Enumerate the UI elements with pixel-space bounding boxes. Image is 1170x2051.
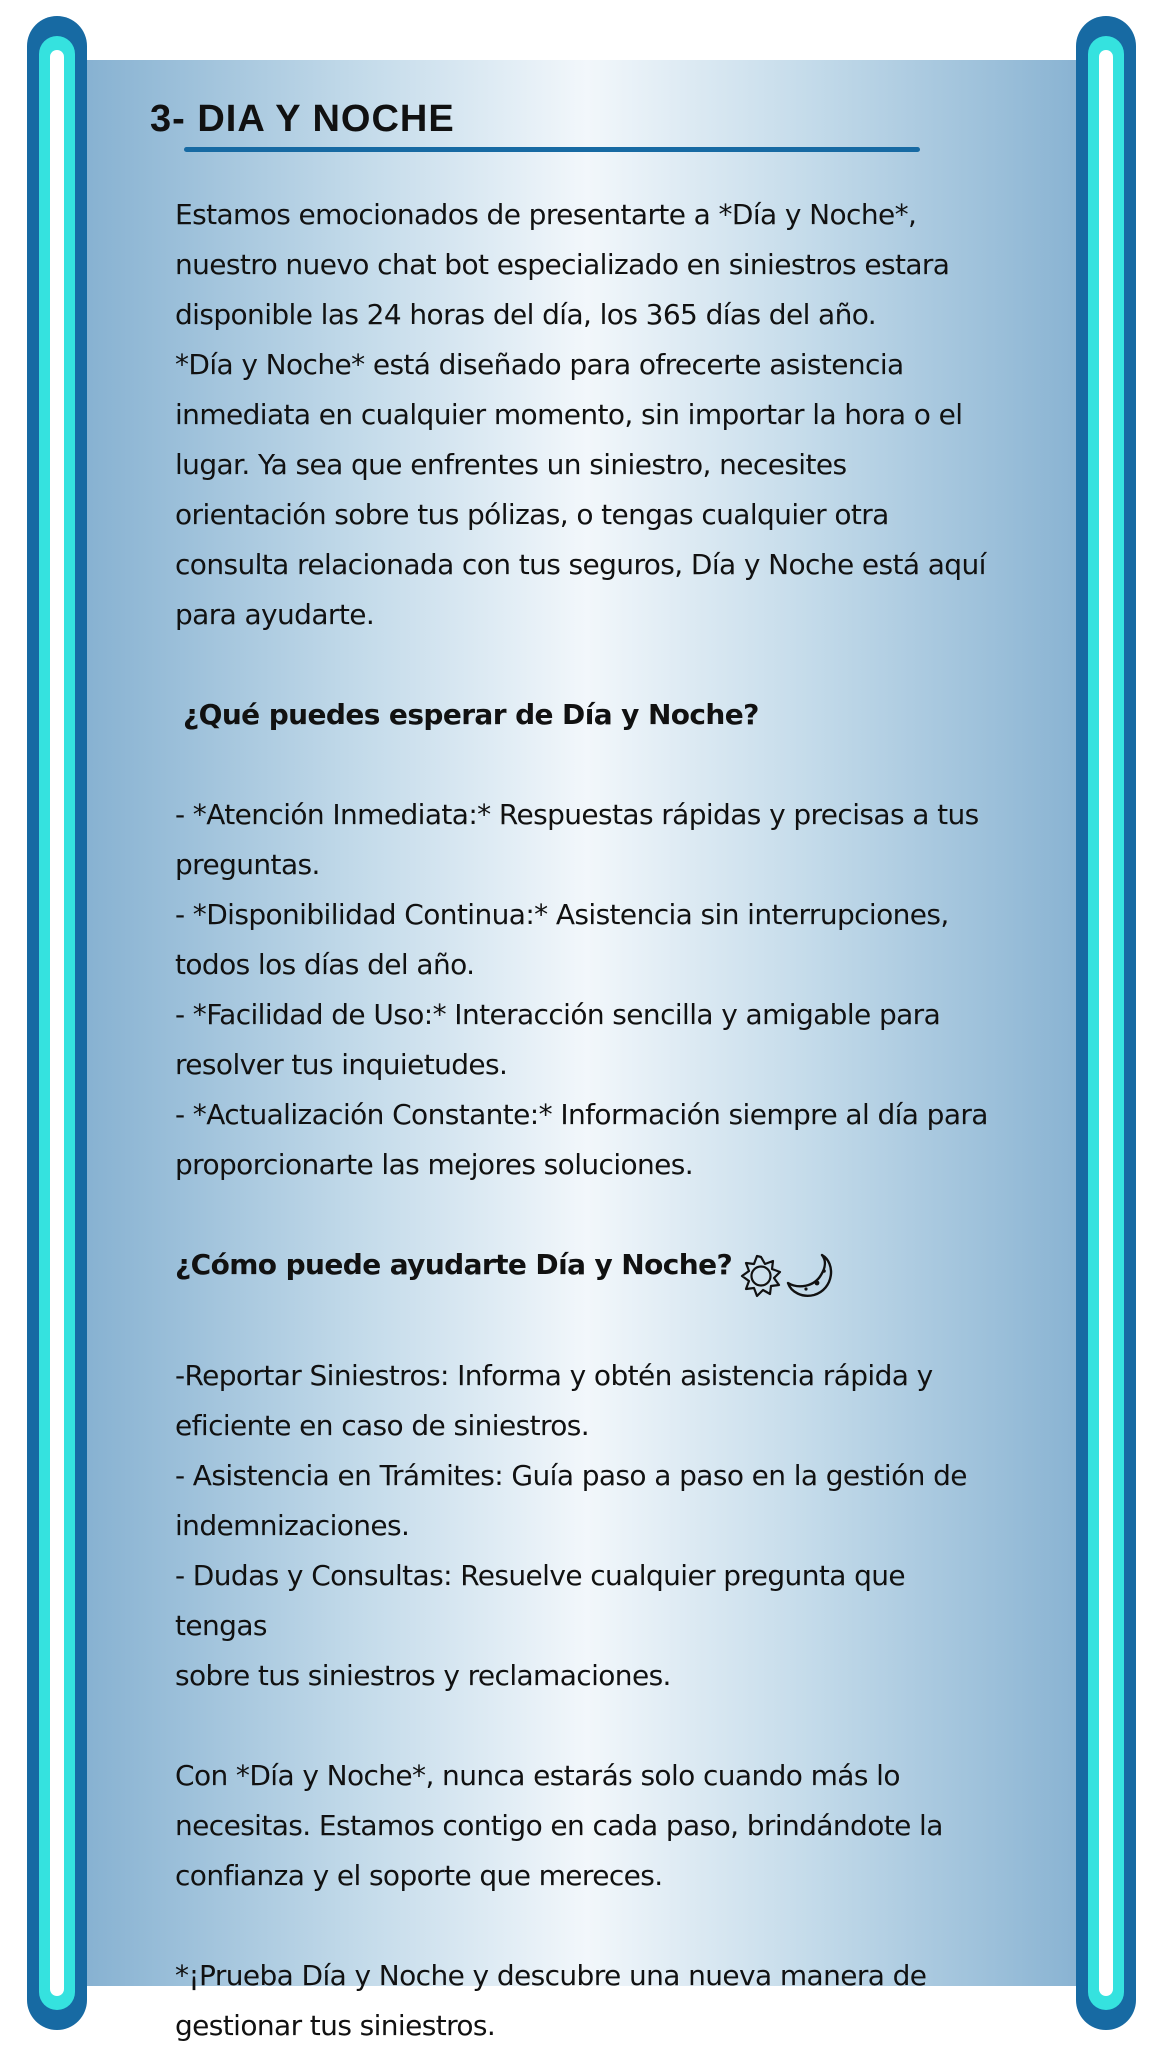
document-body <box>175 190 1005 2051</box>
call-to-action <box>175 1951 1005 2051</box>
list-item: - *Atención Inmediata:* Respuestas rápidas y precisas a tus <box>175 798 979 831</box>
list-item: - *Actualización Constante:* Información siempre al día para <box>175 1098 988 1131</box>
cta-line: *¡Prueba Día y Noche y descubre una nueva manera de <box>175 1959 927 1992</box>
cta-line: gestionar tus siniestros. <box>175 2009 496 2042</box>
intro-line: Estamos emocionados de presentarte a *Día y Noche*, <box>175 198 917 231</box>
right-border-core <box>1099 50 1113 1996</box>
sun-icon <box>738 1253 784 1299</box>
page-title: 3- DIA Y NOCHE <box>150 98 455 140</box>
closing-line: necesitas. Estamos contigo en cada paso, brindándote la <box>175 1809 943 1842</box>
intro-line: orientación sobre tus pólizas, o tengas cualquier otra <box>175 498 889 531</box>
intro-line: consulta relacionada con tus seguros, Día y Noche está aquí <box>175 548 986 581</box>
list-item: todos los días del año. <box>175 948 475 981</box>
intro-line: inmediata en cualquier momento, sin importar la hora o el <box>175 398 963 431</box>
moon-icon <box>784 1251 838 1301</box>
closing-paragraph <box>175 1751 1005 1901</box>
closing-line: confianza y el soporte que mereces. <box>175 1859 663 1892</box>
intro-line: nuestro nuevo chat bot especializado en siniestros estara <box>175 248 950 281</box>
list-item: preguntas. <box>175 848 320 881</box>
intro-line: *Día y Noche* está diseñado para ofrecerte asistencia <box>175 348 904 381</box>
section-heading-expectations: ¿Qué puedes esperar de Día y Noche? <box>183 698 759 731</box>
list-item: resolver tus inquietudes. <box>175 1048 508 1081</box>
left-border-core <box>50 50 64 1996</box>
section-heading-help-text: ¿Cómo puede ayudarte Día y Noche? <box>175 1248 733 1281</box>
intro-line: para ayudarte. <box>175 598 375 631</box>
expectations-list <box>175 790 1005 1190</box>
list-item: eficiente en caso de siniestros. <box>175 1409 590 1442</box>
list-item: - Dudas y Consultas: Resuelve cualquier pregunta que tengas <box>175 1559 906 1642</box>
intro-line: disponible las 24 horas del día, los 365 días del año. <box>175 298 877 331</box>
list-item: sobre tus siniestros y reclamaciones. <box>175 1659 671 1692</box>
list-item: - Asistencia en Trámites: Guía paso a paso en la gestión de <box>175 1459 967 1492</box>
list-item: -Reportar Siniestros: Informa y obtén asistencia rápida y <box>175 1359 933 1392</box>
title-underline <box>184 147 920 152</box>
right-border-glow <box>1088 36 1124 2010</box>
right-border-bar <box>1076 16 1136 2030</box>
section-heading-help <box>175 1240 1005 1301</box>
closing-line: Con *Día y Noche*, nunca estarás solo cuando más lo <box>175 1759 900 1792</box>
list-item: indemnizaciones. <box>175 1509 410 1542</box>
help-list <box>175 1351 1005 1701</box>
left-border-bar <box>27 16 87 2030</box>
list-item: - *Disponibilidad Continua:* Asistencia sin interrupciones, <box>175 898 949 931</box>
heading-icons <box>738 1250 838 1301</box>
list-item: proporcionarte las mejores soluciones. <box>175 1148 694 1181</box>
intro-line: lugar. Ya sea que enfrentes un siniestro, necesites <box>175 448 847 481</box>
left-border-glow <box>39 36 75 2010</box>
intro-paragraph <box>175 190 1005 640</box>
list-item: - *Facilidad de Uso:* Interacción sencilla y amigable para <box>175 998 941 1031</box>
